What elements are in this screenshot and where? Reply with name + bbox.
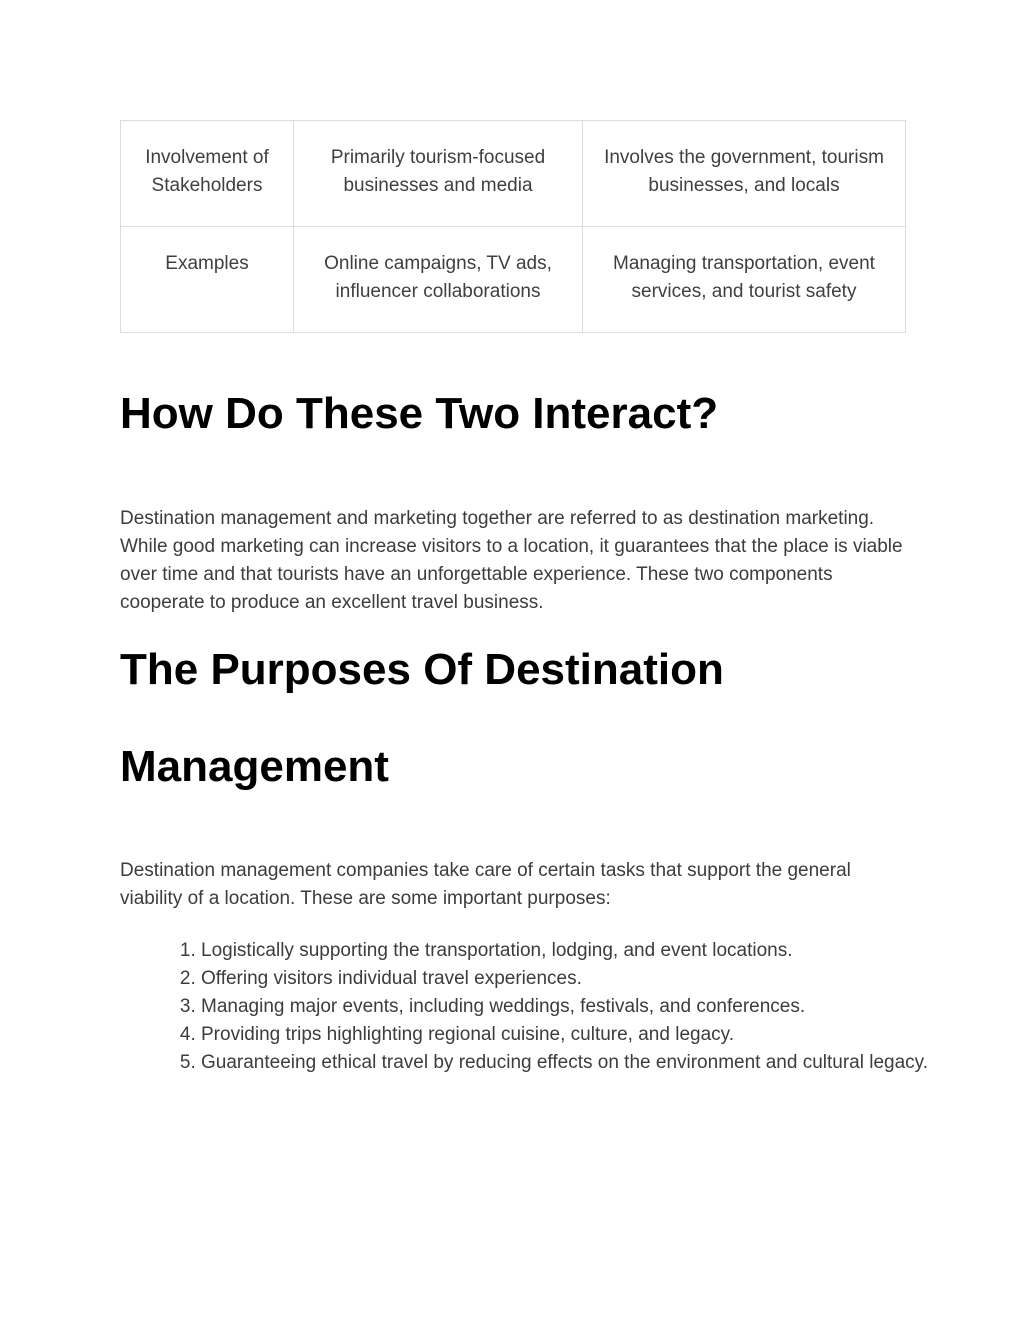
list-item: 4. Providing trips highlighting regional cuisine, culture, and legacy. <box>201 1021 991 1049</box>
table-row <box>121 121 906 227</box>
comparison-table <box>120 120 906 333</box>
purposes-list <box>120 937 991 1077</box>
list-item: 1. Logistically supporting the transportation, lodging, and event locations. <box>201 937 991 965</box>
table-row <box>121 227 906 333</box>
list-item: 3. Managing major events, including weddings, festivals, and conferences. <box>201 993 991 1021</box>
section-heading-interact: How Do These Two Interact? <box>120 389 719 438</box>
table-cell-management: Involves the government, tourism businesses, and locals <box>583 121 906 227</box>
paragraph-purposes: Destination management companies take care of certain tasks that support the general viability of a location. These are some important purposes: <box>120 860 851 909</box>
table-cell-marketing: Primarily tourism-focused businesses and media <box>294 121 583 227</box>
section-heading-purposes: The Purposes Of Destination Management <box>120 645 724 791</box>
paragraph-interact: Destination management and marketing together are referred to as destination marketing. While good marketing can increase visitors to a location, it guarantees that the place is viable over time and that tourists have an unforgettable experience. These two components cooperate to produce an excellent travel business. <box>120 508 903 613</box>
table-cell-management: Managing transportation, event services, and tourist safety <box>583 227 906 333</box>
list-item: 5. Guaranteeing ethical travel by reducing effects on the environment and cultural legacy. <box>201 1049 991 1077</box>
table-cell-label: Involvement of Stakeholders <box>121 121 294 227</box>
table-cell-marketing: Online campaigns, TV ads, influencer collaborations <box>294 227 583 333</box>
list-item: 2. Offering visitors individual travel experiences. <box>201 965 991 993</box>
table-cell-label: Examples <box>121 227 294 333</box>
